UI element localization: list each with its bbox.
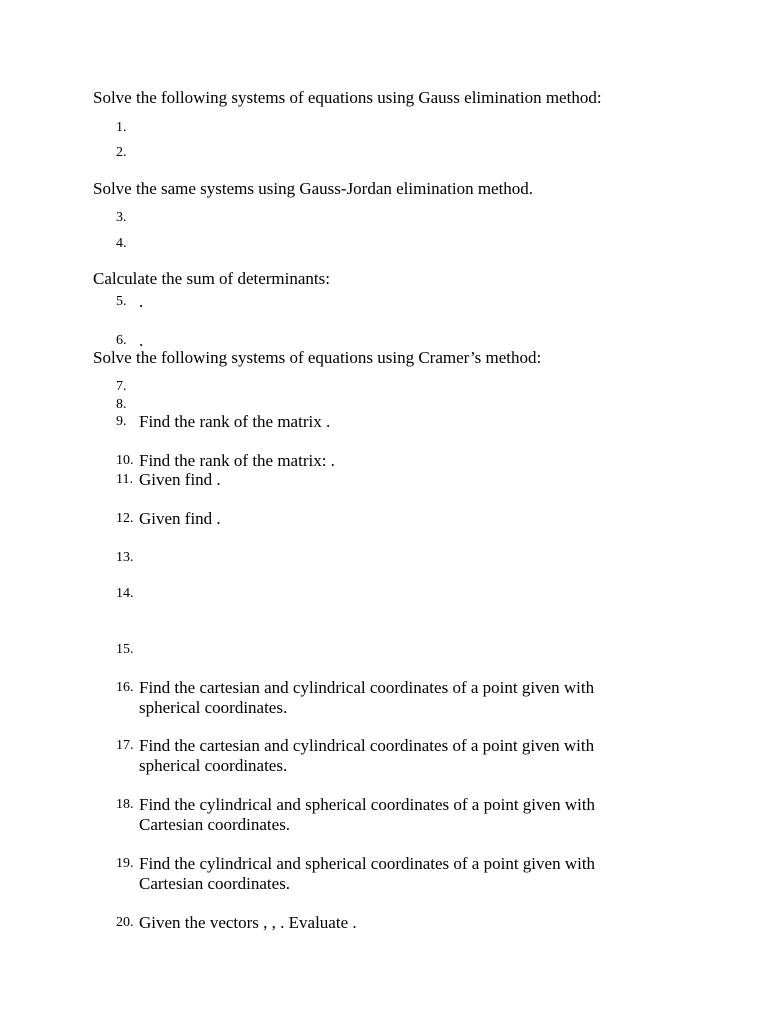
item-number: 15.	[116, 642, 134, 657]
item-number: 18.	[116, 797, 134, 812]
item-number: 9.	[116, 414, 127, 429]
item-text: .	[139, 331, 144, 350]
item-number: 16.	[116, 680, 134, 695]
item-text: Given the vectors , , . Evaluate .	[139, 913, 357, 932]
item-number: 1.	[116, 120, 127, 135]
heading-gauss-elimination: Solve the following systems of equations using Gauss elimination method:	[93, 88, 602, 107]
heading-gauss-jordan: Solve the same systems using Gauss-Jordan elimination method.	[93, 179, 534, 198]
item-text: Given find .	[139, 470, 221, 489]
item-number: 17.	[116, 738, 134, 753]
item-text: Given find .	[139, 509, 221, 528]
item-number: 5.	[116, 294, 127, 309]
item-number: 19.	[116, 856, 134, 871]
item-number: 13.	[116, 550, 134, 565]
item-number: 8.	[116, 397, 127, 412]
item-text: .	[139, 292, 144, 311]
heading-cramer: Solve the following systems of equations using Cramer’s method:	[93, 348, 542, 367]
item-text: Find the cylindrical and spherical coordinates of a point given with Cartesian coordinates.	[139, 795, 596, 834]
item-number: 6.	[116, 333, 127, 348]
item-text: Find the cylindrical and spherical coordinates of a point given with Cartesian coordinates.	[139, 854, 596, 893]
item-text: Find the cartesian and cylindrical coordinates of a point given with spherical coordinates.	[139, 678, 595, 717]
item-number: 11.	[116, 472, 133, 487]
item-number: 12.	[116, 511, 134, 526]
item-text: Find the rank of the matrix .	[139, 412, 331, 431]
item-number: 14.	[116, 586, 134, 601]
item-number: 4.	[116, 236, 127, 251]
heading-determinants: Calculate the sum of determinants:	[93, 269, 330, 288]
item-text: Find the rank of the matrix: .	[139, 451, 335, 470]
item-number: 2.	[116, 145, 127, 160]
item-number: 10.	[116, 453, 134, 468]
item-number: 7.	[116, 379, 127, 394]
item-number: 20.	[116, 915, 134, 930]
item-text: Find the cartesian and cylindrical coordinates of a point given with spherical coordinates.	[139, 736, 595, 775]
item-number: 3.	[116, 210, 127, 225]
